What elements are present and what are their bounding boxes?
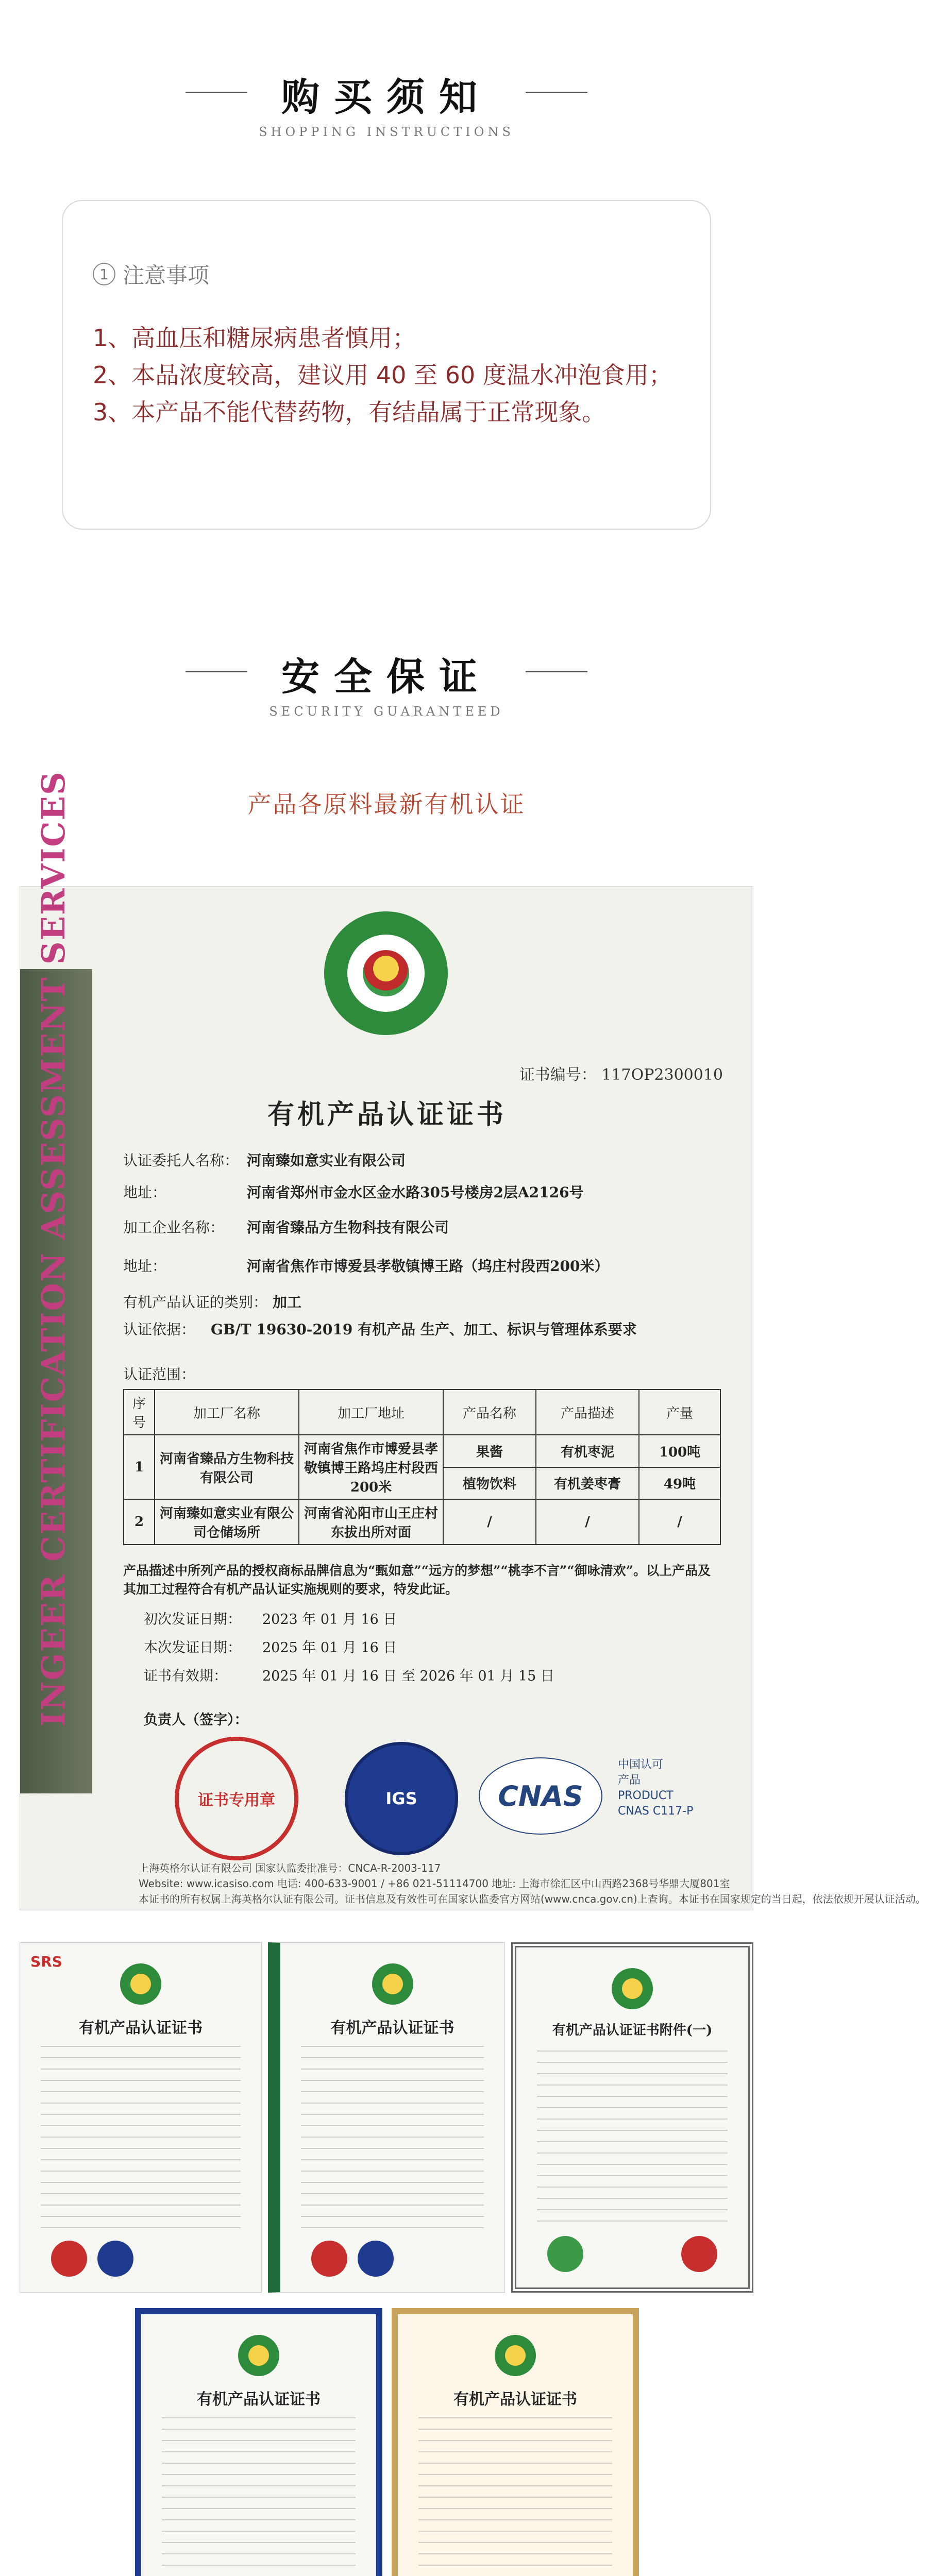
certificate-thumbnail: 有机产品认证证书 (392, 2308, 639, 2576)
notice-heading-label: 注意事项 (123, 263, 210, 288)
title-right-line (526, 92, 587, 93)
certificate-side-text: INGEER CERTIFICATION ASSESSMENT SERVICES (35, 771, 72, 1726)
table-row: 1 河南省臻品方生物科技有限公司 河南省焦作市博爱县孝敬镇博王路坞庄村段西200米 果酱 有机枣泥 100吨 (124, 1435, 720, 1467)
shopping-section-title (0, 67, 773, 139)
certificate-thumbnail: 有机产品认证证书 (135, 2308, 382, 2576)
organic-logo-icon (324, 911, 448, 1035)
shopping-subtitle-en: SHOPPING INSTRUCTIONS (259, 125, 514, 139)
cert-field: 认证依据： GB/T 19630-2019 有机产品 生产、加工、标识与管理体系要求 (123, 1321, 637, 1338)
cnas-info: 中国认可 产品 PRODUCT CNAS C117-P (618, 1758, 694, 1818)
certificate-number: 证书编号： 117OP2300010 (519, 1066, 723, 1084)
notice-item: 3、本产品不能代替药物，有结晶属于正常现象。 (93, 398, 606, 426)
cert-date: 证书有效期： 2025 年 01 月 16 日 至 2026 年 01 月 15 日 (144, 1668, 554, 1684)
notice-number-icon: 1 (93, 263, 115, 285)
cert-field: 认证范围： (123, 1366, 196, 1383)
red-seal-icon: 证书专用章 (175, 1737, 298, 1860)
certificate-thumbnail: 有机产品认证证书附件(一) (511, 1942, 753, 2293)
security-title: 安全保证 (281, 655, 492, 699)
security-tagline: 产品各原料最新有机认证 (247, 790, 526, 818)
cert-field: 加工企业名称： 河南省臻品方生物科技有限公司 (123, 1219, 449, 1236)
title-left-line (186, 671, 247, 672)
security-section-title (0, 647, 773, 719)
certification-scope-table (123, 1389, 721, 1545)
table-row: 2 河南臻如意实业有限公司仓储场所 河南省沁阳市山王庄村东拔出所对面 / / / (124, 1499, 720, 1545)
igs-seal-icon: IGS (345, 1742, 458, 1855)
security-subtitle-en: SECURITY GUARANTEED (269, 704, 504, 719)
notice-heading (93, 259, 209, 290)
shopping-title: 购买须知 (281, 75, 492, 120)
notice-item: 1、高血压和糖尿病患者慎用； (93, 324, 416, 352)
cert-field: 地址： 河南省焦作市博爱县孝敬镇博王路（坞庄村段西200米） (123, 1258, 609, 1275)
cnas-logo-icon: CNAS (479, 1757, 602, 1835)
certificate-title: 有机产品认证证书 (267, 1099, 507, 1130)
certificate-note: 产品描述中所列产品的授权商标品牌信息为“甄如意”“远方的梦想”“桃李不言”“御咏清欢”。以上产品及其加工过程符合有机产品认证实施规则的要求，特发此证。 (123, 1563, 711, 1597)
notice-item: 2、本品浓度较高，建议用 40 至 60 度温水冲泡食用； (93, 361, 672, 389)
table-header-row: 序号 加工厂名称 加工厂地址 产品名称 产品描述 产量 (124, 1389, 720, 1435)
notice-items (93, 319, 691, 431)
certificate-thumbnail: SRS 有机产品认证证书 (20, 1942, 262, 2293)
table-row: 植物饮料 有机姜枣膏 49吨 (124, 1467, 720, 1500)
certificate-thumbnail: 有机产品认证证书 (268, 1942, 505, 2293)
cert-field: 认证委托人名称： 河南臻如意实业有限公司 (123, 1152, 406, 1169)
title-right-line (526, 671, 587, 672)
cert-signer: 负责人（签字）： (144, 1712, 248, 1728)
notice-box (62, 200, 711, 530)
certificate-footer: 上海英格尔认证有限公司 国家认监委批准号：CNCA-R-2003-117 Website: www.icasiso.com 电话: 400-633-9001 / +86 021-51114700 地址: 上海市徐汇区中山西路2368号华鼎大厦801室 本证书的所有权属上海英格尔认证有限公司。证书信息及有效性可在国家认监委官方网站(www.cnca.gov.cn)上查询。本证书在国家规定的当日起，依法依规开展认证活动。 (139, 1862, 926, 1905)
cert-field: 地址： 河南省郑州市金水区金水路305号楼房2层A2126号 (123, 1184, 584, 1201)
title-left-line (186, 92, 247, 93)
cert-date: 初次发证日期： 2023 年 01 月 16 日 (144, 1612, 397, 1628)
cert-date: 本次发证日期： 2025 年 01 月 16 日 (144, 1640, 397, 1656)
cert-field: 有机产品认证的类别： 加工 (123, 1294, 302, 1311)
